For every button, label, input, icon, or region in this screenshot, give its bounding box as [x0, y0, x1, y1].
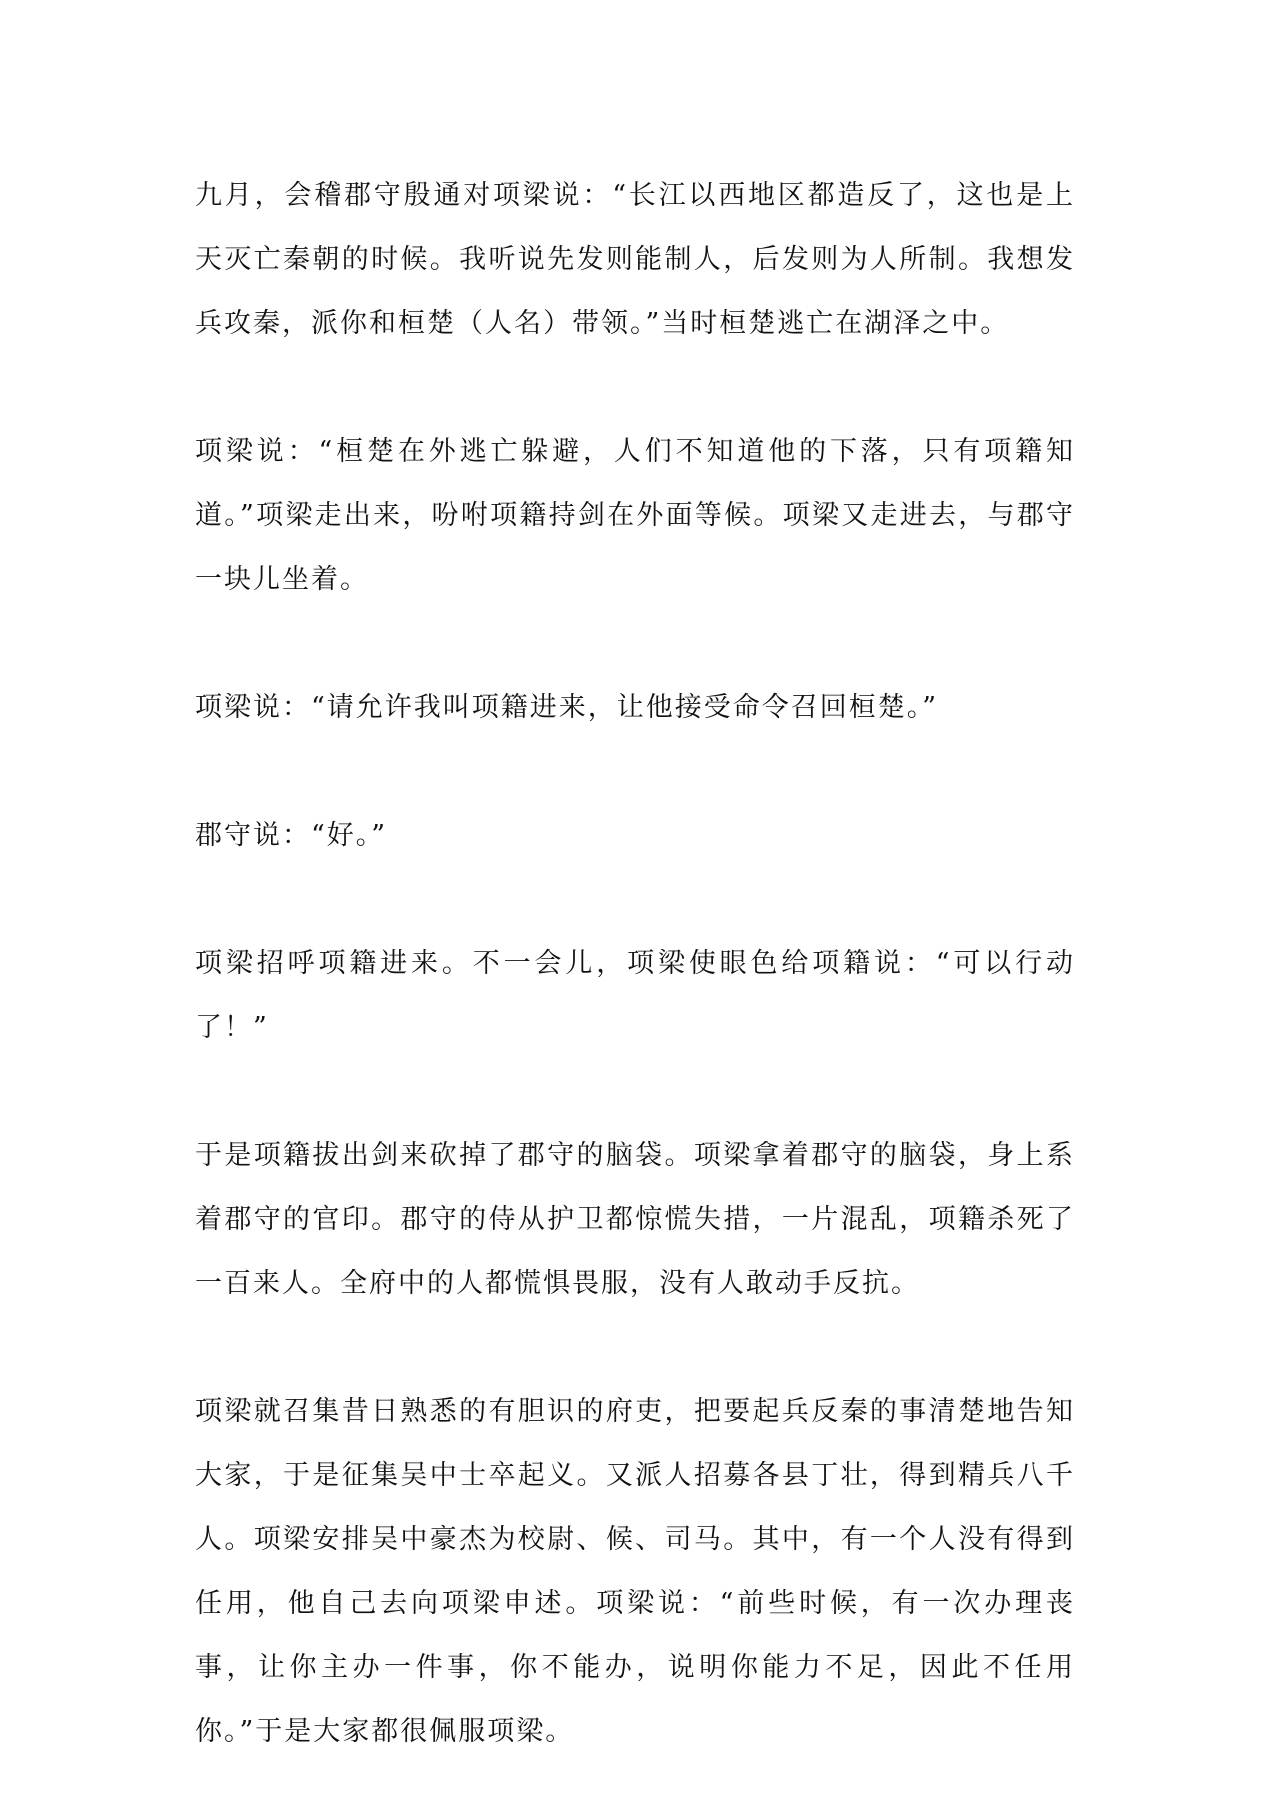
paragraph: 九月，会稽郡守殷通对项梁说：“长江以西地区都造反了，这也是上天灭亡秦朝的时候。我听说先发则能制人，后发则为人所制。我想发兵攻秦，派你和桓楚（人名）带领。”当时桓楚逃亡在湖泽之中。 — [195, 180, 1075, 339]
paragraph: 项梁招呼项籍进来。不一会儿，项梁使眼色给项籍说：“可以行动了！” — [195, 948, 1075, 1043]
paragraph: 郡守说：“好。” — [195, 820, 388, 851]
document-page — [195, 164, 1075, 1764]
paragraph: 项梁就召集昔日熟悉的有胆识的府吏，把要起兵反秦的事清楚地告知大家，于是征集吴中士卒起义。又派人招募各县丁壮，得到精兵八千人。项梁安排吴中豪杰为校尉、候、司马。其中，有一个人没有得到任用，他自己去向项梁申述。项梁说：“前些时候，有一次办理丧事，让你主办一件事，你不能办，说明你能力不足，因此不任用你。”于是大家都很佩服项梁。 — [195, 1396, 1075, 1747]
paragraph: 项梁说：“请允许我叫项籍进来，让他接受命令召回桓楚。” — [195, 692, 939, 723]
paragraph: 于是项籍拔出剑来砍掉了郡守的脑袋。项梁拿着郡守的脑袋，身上系着郡守的官印。郡守的侍从护卫都惊慌失措，一片混乱，项籍杀死了一百来人。全府中的人都慌惧畏服，没有人敢动手反抗。 — [195, 1140, 1075, 1299]
paragraph: 项梁说：“桓楚在外逃亡躲避，人们不知道他的下落，只有项籍知道。”项梁走出来，吩咐项籍持剑在外面等候。项梁又走进去，与郡守一块儿坐着。 — [195, 436, 1075, 595]
